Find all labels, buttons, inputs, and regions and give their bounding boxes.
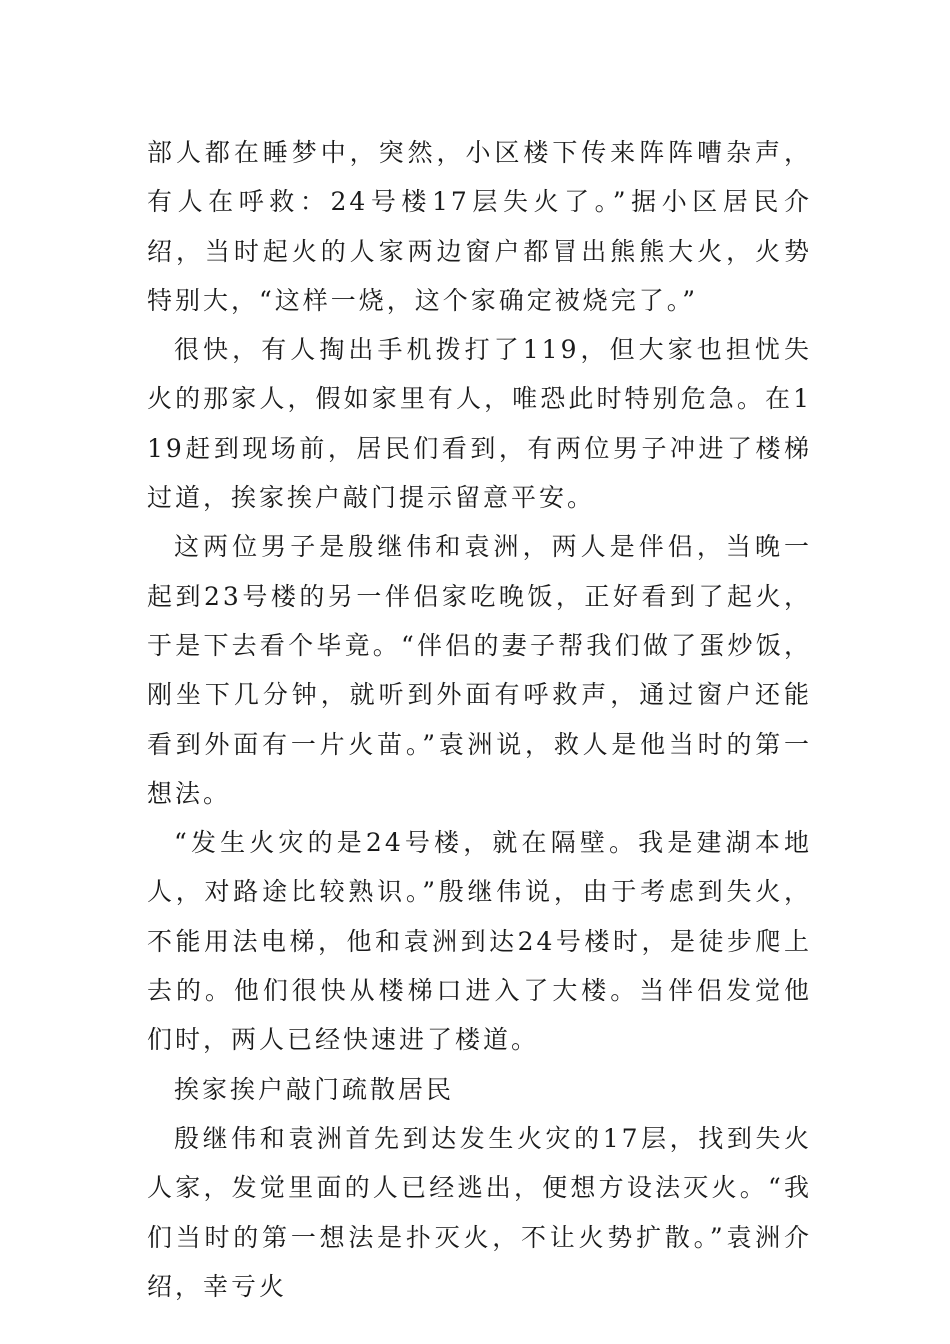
paragraph-4: “发生火灾的是24号楼，就在隔壁。我是建湖本地人，对路途比较熟识。”殷继伟说，由于考虑到失火，不能用法电梯，他和袁洲到达24号楼时，是徒步爬上去的。他们很快从楼梯口进入了大楼。当伴侣发觉他们时，两人已经快速进了楼道。 [147, 828, 812, 1055]
paragraph-2: 很快，有人掏出手机拨打了119，但大家也担忧失火的那家人，假如家里有人，唯恐此时特别危急。在119赶到现场前，居民们看到，有两位男子冲进了楼梯过道，挨家挨户敲门提示留意平安。 [147, 335, 812, 513]
section-heading: 挨家挨户敲门疏散居民 [174, 1074, 455, 1104]
paragraph-1: 部人都在睡梦中，突然，小区楼下传来阵阵嘈杂声，有人在呼救：24号楼17层失火了。”据小区居民介绍，当时起火的人家两边窗户都冒出熊熊大火，火势特别大，“这样一烧，这个家确定被烧完了。” [147, 138, 812, 315]
paragraph-5: 殷继伟和袁洲首先到达发生火灾的17层，找到失火人家，发觉里面的人已经逃出，便想方设法灭火。“我们当时的第一想法是扑灭火，不让火势扩散。”袁洲介绍，幸亏火 [147, 1123, 812, 1301]
document-body [147, 128, 812, 1311]
paragraph-3: 这两位男子是殷继伟和袁洲，两人是伴侣，当晚一起到23号楼的另一伴侣家吃晚饭，正好看到了起火，于是下去看个毕竟。“伴侣的妻子帮我们做了蛋炒饭，刚坐下几分钟，就听到外面有呼救声，通过窗户还能看到外面有一片火苗。”袁洲说，救人是他当时的第一想法。 [147, 532, 812, 808]
